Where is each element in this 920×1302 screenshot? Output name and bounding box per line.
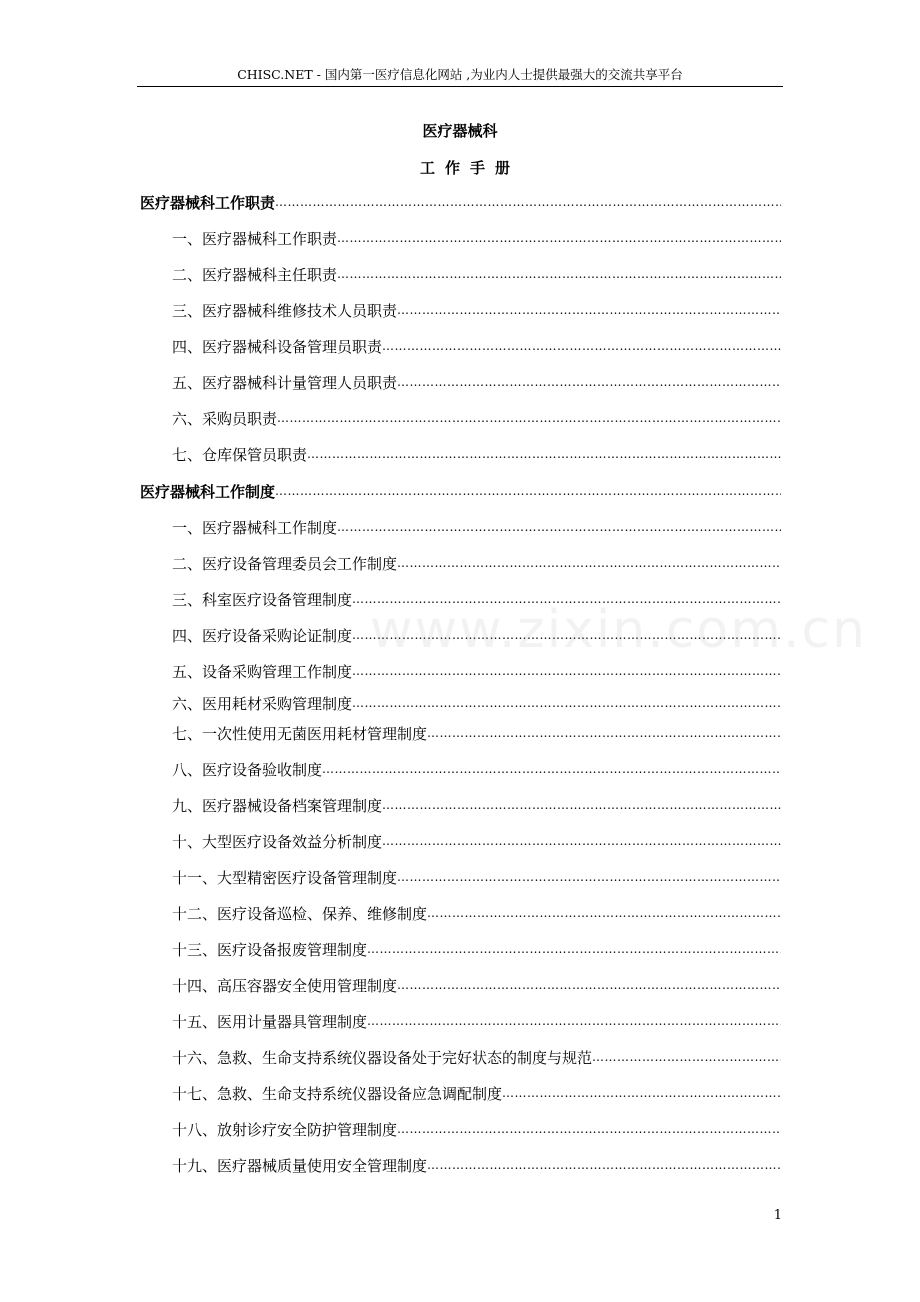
toc-entry-text: 二、医疗设备管理委员会工作制度	[172, 554, 398, 573]
toc-dot-leader	[397, 973, 781, 997]
toc-dot-leader	[397, 865, 781, 889]
toc-entry-text: 医疗器械科工作职责	[140, 193, 276, 212]
toc-entry	[172, 226, 781, 250]
toc-entry	[172, 1009, 781, 1033]
toc-dot-leader	[352, 659, 781, 683]
page-header: CHISC.NET - 国内第一医疗信息化网站 ,为业内人士提供最强大的交流共享平台	[137, 66, 783, 87]
toc-entry	[172, 1045, 781, 1069]
toc-dot-leader	[397, 298, 781, 322]
toc-entry	[172, 298, 781, 322]
toc-dot-leader	[322, 757, 781, 781]
toc-dot-leader	[337, 226, 781, 250]
toc-dot-leader	[275, 479, 781, 503]
toc-entry	[172, 1153, 781, 1177]
toc-entry-text: 医疗器械科工作制度	[140, 482, 276, 501]
toc-entry-text: 十三、医疗设备报废管理制度	[172, 940, 368, 959]
toc-entry-text: 十、大型医疗设备效益分析制度	[172, 832, 383, 851]
toc-entry	[172, 623, 781, 647]
document-subtitle: 工作手册	[419, 159, 520, 177]
toc-entry-text: 六、采购员职责	[172, 409, 278, 428]
page-number: 1	[773, 1208, 782, 1223]
toc-entry-text: 十八、放射诊疗安全防护管理制度	[172, 1120, 398, 1139]
toc-entry-text: 七、仓库保管员职责	[172, 445, 308, 464]
toc-dot-leader	[427, 721, 781, 745]
toc-dot-leader	[275, 190, 781, 214]
toc-dot-leader	[397, 551, 781, 575]
toc-entry	[172, 829, 781, 853]
toc-entry	[172, 370, 781, 394]
toc-entry	[172, 1081, 781, 1105]
toc-section-heading	[140, 190, 781, 214]
watermark: www.zixin.com.cn	[370, 600, 867, 660]
toc-entry-text: 二、医疗器械科主任职责	[172, 265, 338, 284]
toc-entry	[172, 659, 781, 683]
toc-section-heading	[140, 479, 781, 503]
toc-dot-leader	[277, 406, 781, 430]
toc-dot-leader	[382, 793, 781, 817]
toc-entry-text: 十九、医疗器械质量使用安全管理制度	[172, 1156, 428, 1175]
toc-entry-text: 七、一次性使用无菌医用耗材管理制度	[172, 724, 428, 743]
toc-dot-leader	[337, 515, 781, 539]
toc-dot-leader	[592, 1045, 781, 1069]
toc-dot-leader	[382, 334, 781, 358]
toc-entry	[172, 587, 781, 611]
toc-entry	[172, 757, 781, 781]
toc-entry	[172, 406, 781, 430]
toc-dot-leader	[337, 262, 781, 286]
toc-entry-text: 一、医疗器械科工作制度	[172, 518, 338, 537]
toc-entry	[172, 865, 781, 889]
toc-entry-text: 六、医用耗材采购管理制度	[172, 694, 353, 713]
toc-entry-text: 十四、高压容器安全使用管理制度	[172, 976, 398, 995]
toc-entry	[172, 262, 781, 286]
toc-entry-text: 十一、大型精密医疗设备管理制度	[172, 868, 398, 887]
toc-dot-leader	[427, 1153, 781, 1177]
toc-dot-leader	[367, 937, 781, 961]
document-title: 医疗器械科	[422, 122, 498, 140]
toc-dot-leader	[307, 442, 781, 466]
toc-entry-text: 十五、医用计量器具管理制度	[172, 1012, 368, 1031]
toc-dot-leader	[352, 623, 781, 647]
toc-entry-text: 五、设备采购管理工作制度	[172, 662, 353, 681]
toc-entry-text: 四、医疗设备采购论证制度	[172, 626, 353, 645]
toc-entry-text: 三、科室医疗设备管理制度	[172, 590, 353, 609]
toc-entry-text: 九、医疗器械设备档案管理制度	[172, 796, 383, 815]
toc-dot-leader	[427, 901, 781, 925]
toc-dot-leader	[352, 691, 781, 715]
toc-entry	[172, 442, 781, 466]
toc-entry	[172, 937, 781, 961]
toc-dot-leader	[397, 1117, 781, 1141]
toc-entry	[172, 901, 781, 925]
toc-entry-text: 十二、医疗设备巡检、保养、维修制度	[172, 904, 428, 923]
toc-entry	[172, 721, 781, 745]
toc-dot-leader	[382, 829, 781, 853]
toc-entry	[172, 1117, 781, 1141]
toc-entry	[172, 691, 781, 715]
toc-dot-leader	[502, 1081, 781, 1105]
toc-entry-text: 十六、急救、生命支持系统仪器设备处于完好状态的制度与规范	[172, 1048, 593, 1067]
toc-entry-text: 四、医疗器械科设备管理员职责	[172, 337, 383, 356]
toc-entry-text: 十七、急救、生命支持系统仪器设备应急调配制度	[172, 1084, 503, 1103]
toc-entry	[172, 551, 781, 575]
toc-entry-text: 三、医疗器械科维修技术人员职责	[172, 301, 398, 320]
toc-entry	[172, 793, 781, 817]
toc-entry-text: 八、医疗设备验收制度	[172, 760, 323, 779]
toc-entry	[172, 515, 781, 539]
toc-entry	[172, 973, 781, 997]
toc-entry	[172, 334, 781, 358]
toc-entry-text: 一、医疗器械科工作职责	[172, 229, 338, 248]
toc-dot-leader	[352, 587, 781, 611]
toc-entry-text: 五、医疗器械科计量管理人员职责	[172, 373, 398, 392]
toc-dot-leader	[397, 370, 781, 394]
toc-dot-leader	[367, 1009, 781, 1033]
